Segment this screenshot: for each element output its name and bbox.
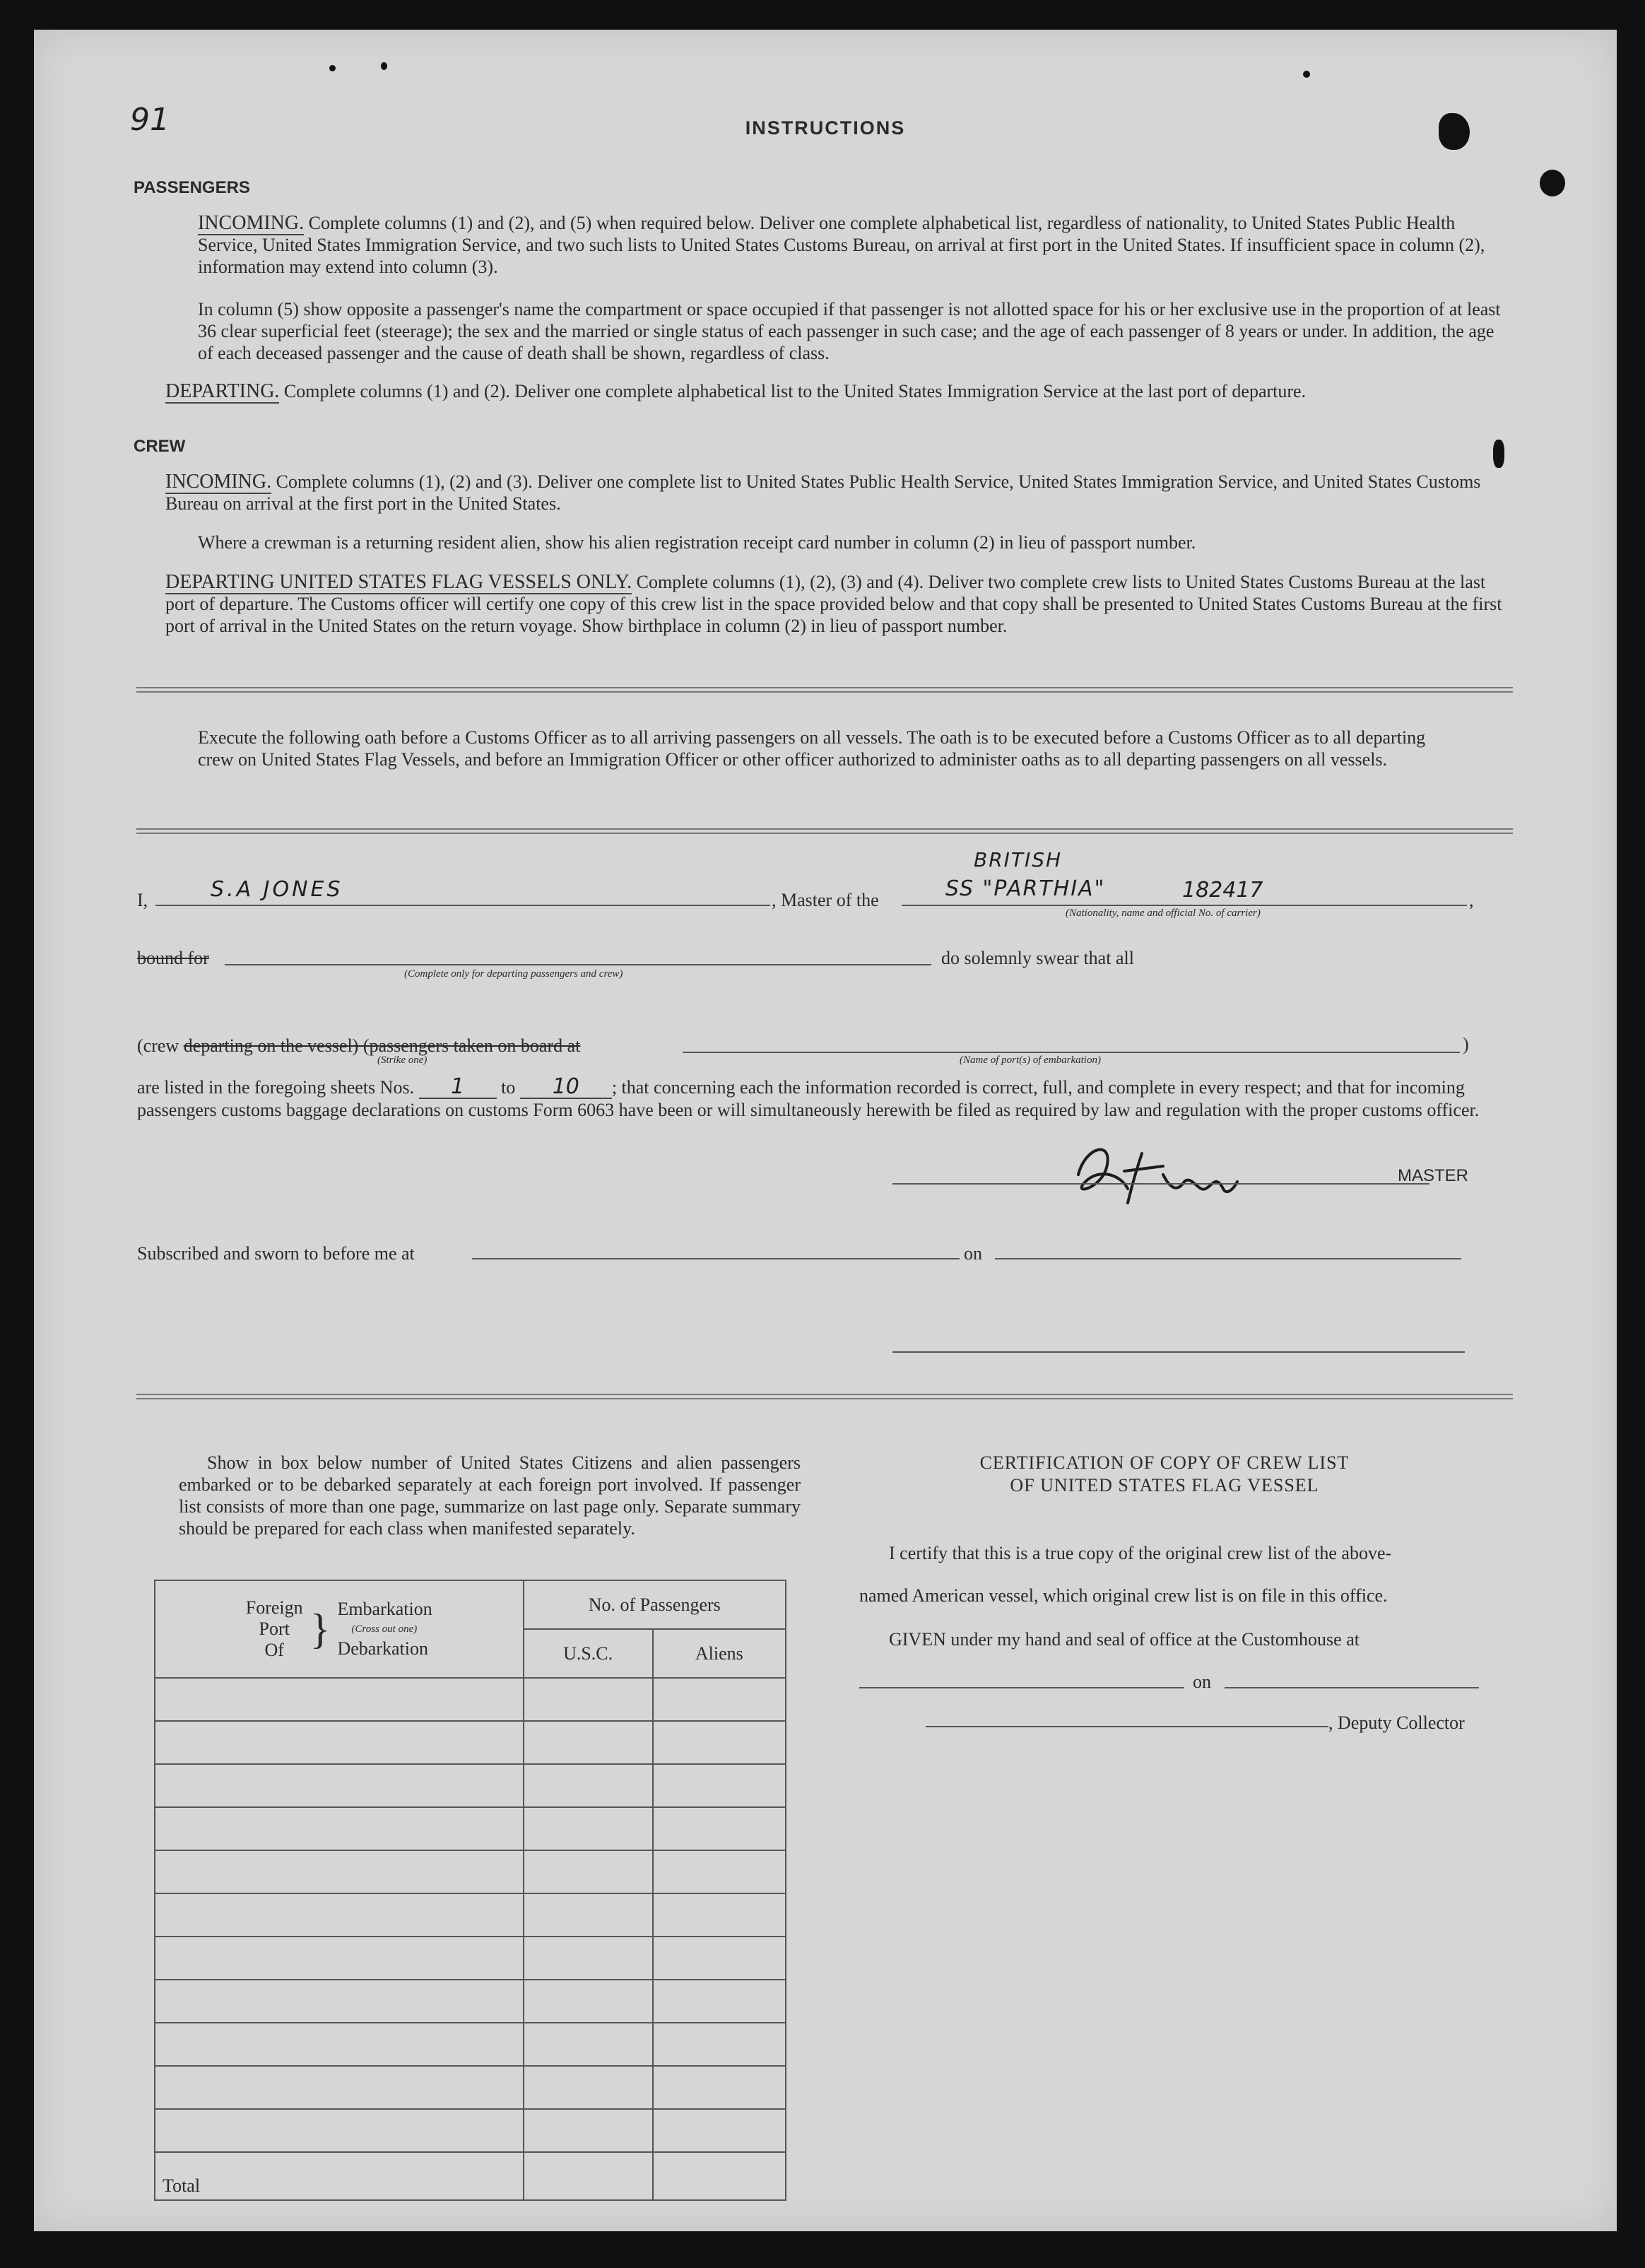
divider: [136, 1394, 1513, 1399]
embarkation-line[interactable]: [683, 1052, 1460, 1053]
deputy-signature-line[interactable]: [926, 1726, 1328, 1727]
usc-cell[interactable]: [524, 1678, 653, 1721]
embarkation-label: Embarkation: [337, 1599, 432, 1619]
port-cell[interactable]: [155, 1721, 524, 1764]
oath-i-label: I,: [137, 890, 148, 910]
aliens-cell[interactable]: [653, 1893, 786, 1937]
close-paren: ): [1463, 1034, 1469, 1054]
table-row: [155, 2109, 786, 2152]
port-cell[interactable]: [155, 1764, 524, 1807]
passengers-incoming-label: INCOMING.: [198, 212, 305, 234]
to-label: to: [501, 1077, 516, 1098]
crew-passengers-line: [137, 1035, 580, 1057]
usc-cell[interactable]: [524, 1980, 653, 2023]
table-row: [155, 2023, 786, 2066]
embark-caption: (Name of port(s) of embarkation): [960, 1054, 1101, 1066]
port-cell[interactable]: [155, 1893, 524, 1937]
swear-text: do solemnly swear that all: [941, 948, 1134, 968]
port-cell[interactable]: [155, 1980, 524, 2023]
table-row: [155, 1721, 786, 1764]
aliens-cell[interactable]: [653, 1937, 786, 1980]
aliens-cell[interactable]: [653, 1678, 786, 1721]
divider: [136, 828, 1513, 834]
certification-date-line[interactable]: [1225, 1687, 1479, 1688]
debarkation-label: Debarkation: [337, 1638, 428, 1659]
aliens-cell[interactable]: [653, 2109, 786, 2152]
scan-speck: [381, 62, 387, 70]
bound-for-caption: (Complete only for departing passengers and crew): [404, 968, 623, 980]
customhouse-line[interactable]: [859, 1687, 1184, 1688]
crew-incoming-label: INCOMING.: [165, 471, 272, 493]
table-row: [155, 1850, 786, 1893]
deputy-collector-label: , Deputy Collector: [1328, 1712, 1465, 1733]
master-signature: [1057, 1132, 1269, 1217]
strike-caption: (Strike one): [377, 1054, 428, 1066]
crew-open-text: (crew: [137, 1035, 179, 1056]
summary-instructions: Show in box below number of United States Citizens and alien passengers embarked or to be debarked separately at each foreign port involved. If passenger list consists of more than one page, summarize on last page only. Separate summary should be prepared for each class when manifested separately.: [179, 1452, 801, 1539]
sworn-date-line[interactable]: [995, 1258, 1461, 1259]
passengers-incoming: [198, 212, 1512, 278]
sworn-on-label: on: [964, 1243, 982, 1264]
aliens-total-cell[interactable]: [653, 2152, 786, 2200]
usc-total-cell[interactable]: [524, 2152, 653, 2200]
usc-header: U.S.C.: [524, 1629, 653, 1678]
table-row: [155, 1893, 786, 1937]
bound-for-line[interactable]: [225, 964, 931, 965]
ink-blot: [1540, 170, 1565, 196]
crew-incoming: [165, 471, 1512, 515]
aliens-cell[interactable]: [653, 2023, 786, 2066]
official-number-field[interactable]: 182417: [1182, 878, 1263, 903]
port-cell[interactable]: [155, 2023, 524, 2066]
subscribed-label: Subscribed and sworn to before me at: [137, 1243, 415, 1264]
passengers-departing: [165, 380, 1512, 402]
of-label: Of: [264, 1640, 284, 1660]
master-name-line: [155, 905, 770, 906]
crew-returning-text: Where a crewman is a returning resident alien, show his alien registration receipt card number in column (2) in lieu of passport number.: [198, 532, 1196, 553]
aliens-cell[interactable]: [653, 1807, 786, 1850]
crew-heading: CREW: [134, 437, 186, 456]
port-cell[interactable]: [155, 1850, 524, 1893]
table-row: [155, 1678, 786, 1721]
master-name-field[interactable]: S.A JONES: [211, 877, 343, 902]
divider: [136, 687, 1513, 693]
signature-line[interactable]: [892, 1183, 1429, 1185]
passengers-heading: PASSENGERS: [134, 178, 250, 197]
crew-departing-label: DEPARTING UNITED STATES FLAG VESSELS ONLY.: [165, 571, 632, 593]
crew-incoming-text: Complete columns (1), (2) and (3). Deliver one complete list to United States Public Health Service, United States Immigration Service, and United States Customs Bureau on arrival at the first port in the United States.: [165, 471, 1481, 514]
table-row: [155, 1937, 786, 1980]
vessel-name-field[interactable]: SS "PARTHIA": [945, 876, 1106, 901]
scan-speck: [329, 65, 336, 71]
certification-title-line1: CERTIFICATION OF COPY OF CREW LIST: [979, 1452, 1350, 1473]
port-cell[interactable]: [155, 1807, 524, 1850]
sworn-place-line[interactable]: [472, 1258, 960, 1259]
certification-line1: I certify that this is a true copy of the original crew list of the above-: [889, 1543, 1392, 1563]
crew-departing: [165, 571, 1512, 637]
sheet-to-field[interactable]: 10: [520, 1076, 612, 1099]
ink-blot: [1493, 440, 1504, 468]
usc-cell[interactable]: [524, 2109, 653, 2152]
passengers-departing-label: DEPARTING.: [165, 380, 280, 402]
passenger-summary-table: [154, 1580, 786, 2201]
sheets-prefix: are listed in the foregoing sheets Nos.: [137, 1077, 415, 1098]
total-label: Total: [155, 2152, 524, 2200]
usc-cell[interactable]: [524, 1807, 653, 1850]
page-title: INSTRUCTIONS: [745, 117, 906, 139]
scan-speck: [1303, 71, 1310, 78]
usc-cell[interactable]: [524, 1764, 653, 1807]
usc-cell[interactable]: [524, 1893, 653, 1937]
comma-text: ,: [1469, 890, 1474, 910]
master-label: MASTER: [1398, 1166, 1469, 1185]
passengers-departing-text: Complete columns (1) and (2). Deliver one complete alphabetical list to the United States Immigration Service at the last port of departure.: [283, 381, 1307, 401]
usc-cell[interactable]: [524, 1937, 653, 1980]
certification-line3: GIVEN under my hand and seal of office at the Customhouse at: [889, 1629, 1360, 1650]
struck-text: departing on the vessel) (passengers taken on board at: [183, 1035, 581, 1056]
master-of-label: , Master of the: [772, 890, 879, 910]
passengers-incoming-text: Complete columns (1) and (2), and (5) when required below. Deliver one complete alphabetical list, regardless of nationality, to United States Public Health Service, United States Immigration Service, and two such lists to United States Customs Bureau, on arrival at first port in the United States. If insufficient space in column (2), information may extend into column (3).: [198, 213, 1485, 277]
cross-out-caption: (Cross out one): [351, 1623, 418, 1635]
port-cell[interactable]: [155, 2066, 524, 2109]
certification-title-line2: OF UNITED STATES FLAG VESSEL: [1010, 1475, 1319, 1496]
aliens-cell[interactable]: [653, 1721, 786, 1764]
port-cell[interactable]: [155, 1937, 524, 1980]
bound-for-label: bound for: [137, 948, 209, 968]
carrier-caption: (Nationality, name and official No. of carrier): [1066, 907, 1261, 919]
port-header: Foreign Port Of } Embarkation (Cross out one) Debarkation: [155, 1580, 524, 1678]
foreign-label: Foreign: [245, 1597, 303, 1618]
usc-cell[interactable]: [524, 1850, 653, 1893]
document-page: [34, 30, 1617, 2231]
aliens-header: Aliens: [653, 1629, 786, 1678]
table-row: [155, 2066, 786, 2109]
crew-departing-text: Complete columns (1), (2), (3) and (4). Deliver two complete crew lists to United States Customs Bureau at the last port of departure. The Customs officer will certify one copy of this crew list in the space provided below and that copy shall be presented to United States Customs Bureau at the first port of arrival in the United States on the return voyage. Show birthplace in column (2) in lieu of passport number.: [165, 572, 1502, 636]
certification-title: [854, 1452, 1475, 1497]
aliens-cell[interactable]: [653, 1850, 786, 1893]
aliens-cell[interactable]: [653, 2066, 786, 2109]
aliens-cell[interactable]: [653, 1980, 786, 2023]
sheets-statement: [137, 1076, 1514, 1121]
page-mark: 91: [130, 102, 170, 138]
port-label: Port: [259, 1618, 290, 1639]
sheets-suffix: ; that concerning each the information recorded is correct, full, and complete in every respect; and that for incoming passengers customs baggage declarations on customs Form 6063 have been or will simultaneously herewith be filed as required by law and regulation with the proper customs officer.: [137, 1077, 1480, 1120]
certification-line2: named American vessel, which original crew list is on file in this office.: [859, 1585, 1388, 1606]
officer-signature-line[interactable]: [892, 1351, 1465, 1353]
passengers-col5-text: In column (5) show opposite a passenger's name the compartment or space occupied if that passenger is not allotted space for his or her exclusive use in the proportion of at least 36 clear superficial feet (steerage); the sex and the married or single status of each passenger in such case; and the age of each passenger of 8 years or under. In addition, the age of each deceased passenger and the cause of death shall be shown, regardless of class.: [198, 299, 1501, 363]
port-cell[interactable]: [155, 2109, 524, 2152]
carrier-line: [902, 905, 1467, 906]
table-row: [155, 1764, 786, 1807]
nationality-field[interactable]: BRITISH: [974, 848, 1063, 871]
ink-blot: [1439, 113, 1470, 150]
certification-on-label: on: [1193, 1671, 1211, 1692]
usc-cell[interactable]: [524, 2023, 653, 2066]
table-row: [155, 1807, 786, 1850]
no-passengers-header: No. of Passengers: [524, 1580, 786, 1629]
table-row: [155, 1980, 786, 2023]
sheet-from-field[interactable]: 1: [419, 1076, 497, 1099]
aliens-cell[interactable]: [653, 1764, 786, 1807]
usc-cell[interactable]: [524, 1721, 653, 1764]
total-row: [155, 2152, 786, 2200]
port-cell[interactable]: [155, 1678, 524, 1721]
oath-instructions: Execute the following oath before a Customs Officer as to all arriving passengers on all vessels. The oath is to be executed before a Customs Officer as to all departing crew on United States Flag Vessels, and before an Immigration Officer or other officer authorized to administer oaths as to all departing passengers on all vessels.: [198, 727, 1426, 770]
usc-cell[interactable]: [524, 2066, 653, 2109]
